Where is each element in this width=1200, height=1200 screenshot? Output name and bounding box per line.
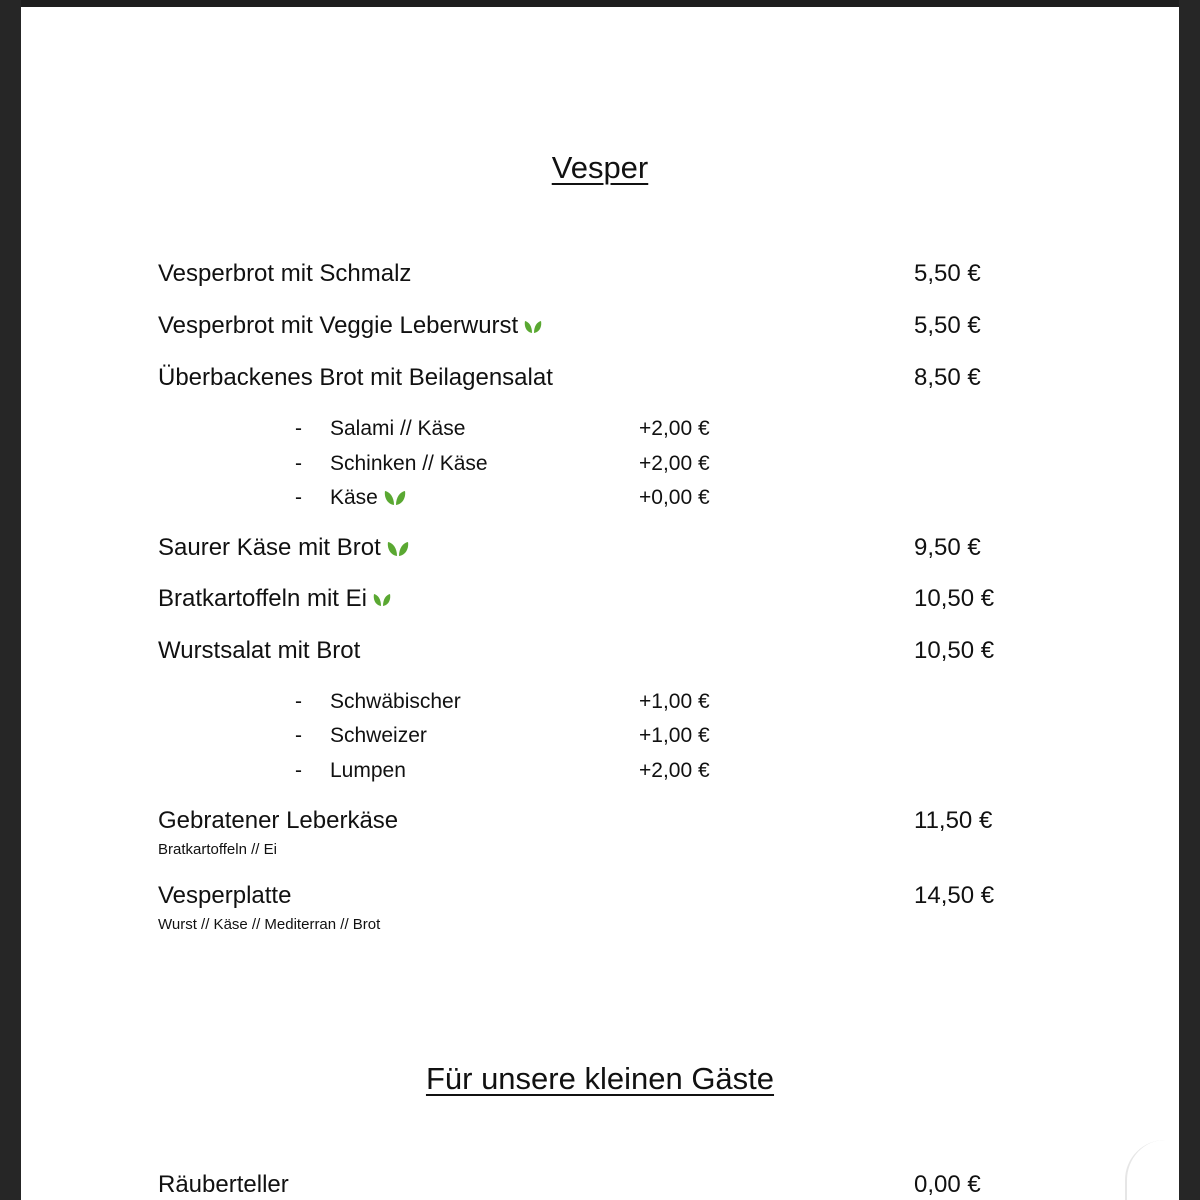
- option-price: +0,00 €: [639, 486, 710, 509]
- menu-item-price: 8,50 €: [914, 364, 981, 391]
- option-name: Käse: [330, 486, 406, 510]
- option-name: Schinken // Käse: [330, 452, 488, 475]
- leaf-icon: [373, 592, 391, 608]
- option-name: Lumpen: [330, 759, 406, 782]
- leaf-icon: [524, 319, 542, 335]
- menu-item-name: Bratkartoffeln mit Ei: [158, 585, 391, 613]
- option-price: +1,00 €: [639, 724, 710, 747]
- option-name: Schweizer: [330, 724, 427, 747]
- option-name: Schwäbischer: [330, 690, 461, 713]
- menu-item-price: 9,50 €: [914, 534, 981, 561]
- section-title-vesper: Vesper: [551, 150, 649, 185]
- option-price: +2,00 €: [639, 759, 710, 782]
- option-name: Salami // Käse: [330, 417, 466, 440]
- option-price: +2,00 €: [639, 417, 710, 440]
- menu-item-name: Überbackenes Brot mit Beilagensalat: [158, 364, 553, 391]
- leaf-icon: [384, 489, 406, 507]
- option-dash: -: [295, 417, 302, 440]
- menu-item-description: Bratkartoffeln // Ei: [158, 841, 277, 858]
- menu-item-name: Wurstsalat mit Brot: [158, 637, 361, 664]
- option-dash: -: [295, 486, 302, 509]
- option-dash: -: [295, 452, 302, 475]
- option-price: +1,00 €: [639, 690, 710, 713]
- window-frame-right: [1179, 0, 1200, 1200]
- window-frame-top: [0, 0, 1200, 7]
- option-dash: -: [295, 690, 302, 713]
- menu-item-price: 10,50 €: [914, 637, 995, 664]
- menu-item-name: Vesperplatte: [158, 882, 292, 909]
- menu-item-price: 10,50 €: [914, 585, 995, 612]
- menu-item-price: 0,00 €: [914, 1171, 981, 1198]
- option-dash: -: [295, 724, 302, 747]
- menu-item-price: 5,50 €: [914, 260, 981, 287]
- menu-item-name: Saurer Käse mit Brot: [158, 534, 409, 562]
- option-price: +2,00 €: [639, 452, 710, 475]
- menu-item-name: Vesperbrot mit Veggie Leberwurst: [158, 312, 542, 340]
- menu-item-name: Gebratener Leberkäse: [158, 807, 399, 834]
- section-title-kids: Für unsere kleinen Gäste: [425, 1061, 775, 1096]
- option-dash: -: [295, 759, 302, 782]
- menu-item-price: 11,50 €: [914, 807, 993, 834]
- window-frame-left: [0, 0, 21, 1200]
- menu-item-price: 5,50 €: [914, 312, 981, 339]
- glare-reflection: [1125, 1140, 1167, 1200]
- menu-item-name: Vesperbrot mit Schmalz: [158, 260, 412, 287]
- menu-item-description: Wurst // Käse // Mediterran // Brot: [158, 916, 381, 933]
- leaf-icon: [387, 540, 409, 558]
- menu-item-name: Räuberteller: [158, 1171, 289, 1198]
- menu-page: [21, 7, 1179, 1200]
- menu-item-price: 14,50 €: [914, 882, 995, 909]
